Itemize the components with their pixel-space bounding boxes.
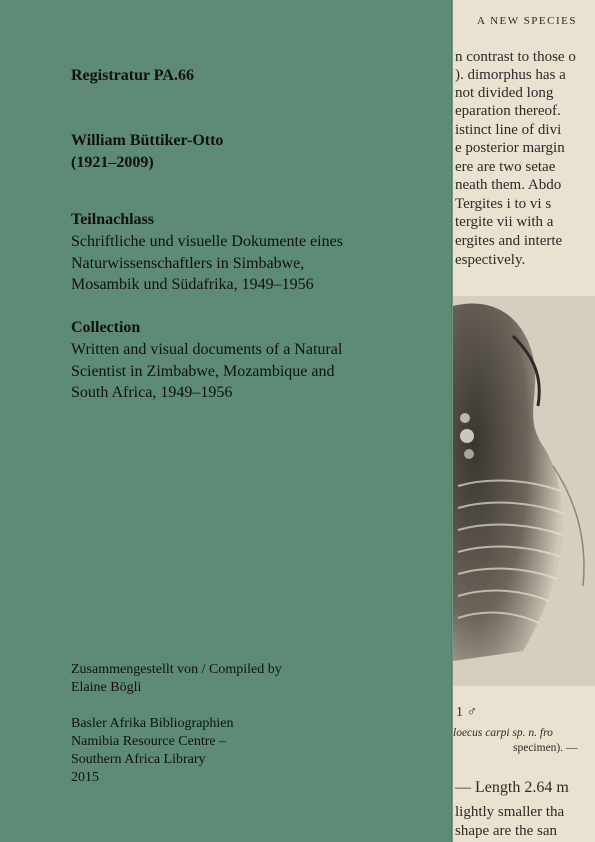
insect-photograph — [453, 296, 595, 686]
scan-text-line: Tergites i to vi s — [455, 196, 552, 212]
registry-number: Registratur PA.66 — [71, 67, 194, 84]
english-description: Written and visual documents of a Natural Scientist in Zimbabwe, Mozambique and South Africa, 1949–1956 — [71, 341, 343, 401]
figure-caption-line: specimen). — — [513, 742, 578, 754]
scan-text-line: not divided long — [455, 85, 554, 101]
person-dates: (1921–2009) — [71, 154, 154, 171]
person-name: William Büttiker-Otto — [71, 132, 224, 149]
scan-text-line: neath them. Abdo — [455, 177, 562, 193]
scan-text-line: shape are the san — [455, 823, 558, 839]
scan-text-line: ere are two setae — [455, 159, 556, 175]
insect-specimen-illustration — [453, 296, 595, 686]
publisher-info: Basler Afrika Bibliographien Namibia Resource Centre – Southern Africa Library 2015 — [71, 716, 234, 785]
scan-text-line: e posterior margin — [455, 140, 565, 156]
scan-text-line: lightly smaller tha — [455, 804, 565, 820]
compiler-name: Elaine Bögli — [71, 680, 142, 695]
compiled-by-label: Zusammengestellt von / Compiled by — [71, 662, 282, 677]
scanned-page-image — [453, 0, 595, 842]
figure-label: 1 ♂ — [456, 705, 477, 720]
scan-text-line: tergite vii with a — [455, 214, 554, 230]
scan-text-line: — Length 2.64 m — [455, 779, 569, 796]
scan-text-line: ). dimorphus has a — [455, 67, 566, 83]
figure-caption-line: loecus carpi sp. n. fro — [453, 727, 553, 739]
german-description: Schriftliche und visuelle Dokumente eines Naturwissenschaftlers in Simbabwe, Mosambik und Südafrika, 1949–1956 — [71, 233, 343, 293]
scan-text-line: n contrast to those o — [455, 49, 576, 65]
scan-text-line: ergites and interte — [455, 233, 563, 249]
scan-running-header: A NEW SPECIES — [477, 15, 577, 27]
scan-text-line: istinct line of divi — [455, 122, 562, 138]
scan-text-line: espectively. — [455, 252, 526, 268]
german-heading: Teilnachlass — [71, 211, 154, 228]
english-heading: Collection — [71, 319, 141, 336]
scan-text-line: eparation thereof. — [455, 103, 561, 119]
